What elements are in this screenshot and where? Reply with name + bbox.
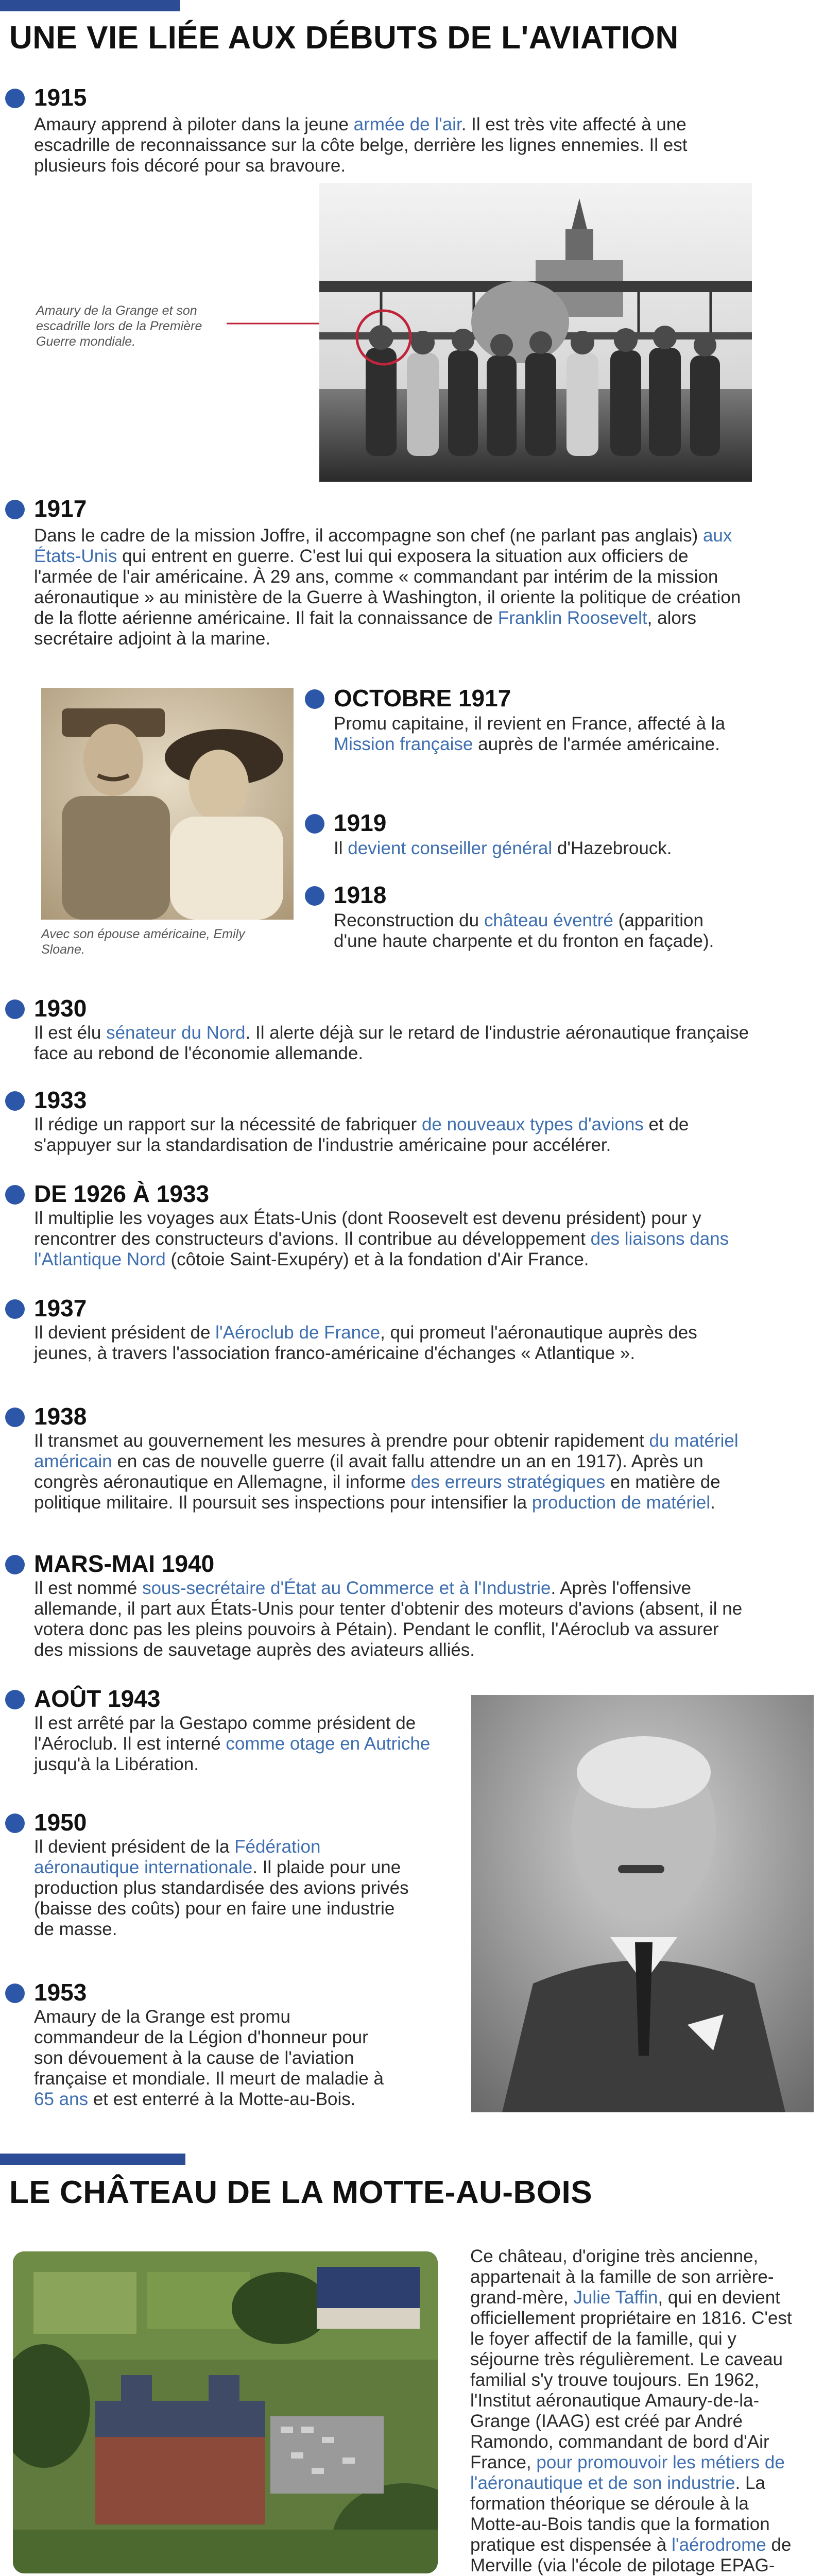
event-text: Il devient conseiller général d'Hazebrouck. — [334, 838, 672, 858]
photo-caption: Avec son épouse américaine, Emily Sloane. — [41, 927, 245, 957]
squadron-photo — [319, 183, 752, 482]
year-heading: 1933 — [34, 1087, 87, 1113]
timeline-dot — [5, 89, 25, 108]
event-text: Il devient président de la Fédération aéronautique internationale. Il plaide pour une production plus standardisée des avions privés (baisse des coûts) pour en faire une industrie de masse. — [34, 1837, 409, 1939]
year-heading: AOÛT 1943 — [34, 1685, 161, 1712]
event-text: Il devient président de l'Aéroclub de France, qui promeut l'aéronautique auprès des jeunes, à travers l'association franco-américaine d'échanges « Atlantique ». — [34, 1323, 697, 1363]
text-link[interactable]: des liaisons dans l'Atlantique Nord — [34, 1229, 729, 1269]
year-heading: DE 1926 À 1933 — [34, 1180, 210, 1207]
year-heading: 1917 — [34, 495, 87, 522]
event-text: Il multiplie les voyages aux États-Unis (dont Roosevelt est devenu président) pour y rencontrer des constructeurs d'avions. Il contribue au développement des liaisons dans l'Atlantique Nord (côtoie Saint-Exupéry) et à la fondation d'Air France. — [34, 1208, 729, 1269]
timeline-dot — [305, 886, 324, 906]
year-heading: MARS-MAI 1940 — [34, 1550, 215, 1577]
text-link[interactable]: armée de l'air — [353, 114, 461, 134]
timeline-dot — [305, 814, 324, 834]
wife-photo — [41, 688, 294, 920]
timeline-dot — [5, 1408, 25, 1427]
photo-caption: Amaury de la Grange et son escadrille lors de la Première Guerre mondiale. — [36, 303, 202, 349]
castle-text: Ce château, d'origine très ancienne, appartenait à la famille de son arrière-grand-mère, Julie Taffin, qui en devient officiellement propriétaire en 1816. C'est le foyer affectif de la famille, qui y séjourne très régulièrement. Le caveau familial s'y trouve toujours. En 1962, l'Institut aéronautique Amaury-de-la-Grange (IAAG) est créé par André Ramondo, commandant de bord d'Air France, pour promouvoir les métiers de l'aéronautique et de son industrie. La formation théorique se déroule à la Motte-au-Bois tandis que la formation pratique est dispensée à l'aérodrome de Merville (via l'école de pilotage EPAG- — [470, 2246, 792, 2575]
year-heading: OCTOBRE 1917 — [334, 685, 511, 711]
timeline-dot — [5, 999, 25, 1019]
text-link[interactable]: l'aérodrome — [672, 2535, 766, 2555]
year-heading: 1915 — [34, 84, 87, 111]
text-link[interactable]: pour promouvoir les métiers de l'aéronautique et de son industrie — [470, 2452, 785, 2493]
timeline-dot — [5, 1185, 25, 1205]
year-heading: 1919 — [334, 809, 387, 836]
timeline-dot — [5, 1814, 25, 1833]
timeline-dot — [5, 1984, 25, 2003]
year-heading: 1918 — [334, 882, 387, 908]
text-link[interactable]: sous-secrétaire d'État au Commerce et à l'Industrie — [142, 1578, 551, 1598]
event-text: Il est élu sénateur du Nord. Il alerte déjà sur le retard de l'industrie aéronautique française face au rebond de l'économie allemande. — [34, 1023, 749, 1063]
text-link[interactable]: Fédération aéronautique internationale — [34, 1837, 321, 1877]
timeline-dot — [5, 1690, 25, 1709]
section-accent-bar — [0, 0, 180, 11]
text-link[interactable]: du matériel américain — [34, 1431, 739, 1471]
year-heading: 1953 — [34, 1979, 87, 2006]
event-text: Il est nommé sous-secrétaire d'État au Commerce et à l'Industrie. Après l'offensive allemande, il part aux États-Unis pour tenter d'obtenir des moteurs d'avions (absent, il ne votera donc pas les pleins pouvoirs à Pétain). Pendant le conflit, l'Aéroclub va assurer des missions de sauvetage auprès des aviateurs alliés. — [34, 1578, 743, 1660]
section-accent-bar — [0, 2154, 185, 2165]
text-link[interactable]: aux États-Unis — [34, 526, 732, 566]
text-link[interactable]: comme otage en Autriche — [226, 1734, 431, 1754]
text-link[interactable]: château éventré — [484, 910, 613, 930]
text-link[interactable]: Franklin Roosevelt — [497, 608, 647, 628]
section-title: LE CHÂTEAU DE LA MOTTE-AU-BOIS — [9, 2175, 593, 2210]
event-text: Il rédige un rapport sur la nécessité de fabriquer de nouveaux types d'avions et de s'appuyer sur la standardisation de l'industrie américaine pour accélérer. — [34, 1114, 689, 1155]
portrait-photo — [471, 1695, 814, 2112]
event-text: Promu capitaine, il revient en France, affecté à la Mission française auprès de l'armée américaine. — [334, 714, 726, 754]
year-heading: 1950 — [34, 1809, 87, 1836]
text-link[interactable]: Mission française — [334, 734, 473, 754]
text-link[interactable]: production de matériel — [531, 1493, 711, 1513]
event-text: Dans le cadre de la mission Joffre, il accompagne son chef (ne parlant pas anglais) aux États-Unis qui entrent en guerre. C'est lui qui exposera la situation aux officiers de l'armée de l'air américaine. À 29 ans, comme « commandant par intérim de la mission aéronautique » au ministère de la Guerre à Washington, il oriente la politique de création de la flotte aérienne américaine. Il fait la connaissance de Franklin Roosevelt, alors secrétaire adjoint à la marine. — [34, 526, 741, 649]
timeline-dot — [5, 1091, 25, 1111]
event-text: Il est arrêté par la Gestapo comme président de l'Aéroclub. Il est interné comme otage en Autriche jusqu'à la Libération. — [34, 1713, 431, 1774]
event-text: Amaury de la Grange est promu commandeur de la Légion d'honneur pour son dévouement à la cause de l'aviation française et mondiale. Il meurt de maladie à 65 ans et est enterré à la Motte-au-Bois. — [34, 2007, 384, 2109]
timeline-dot — [305, 689, 324, 709]
year-heading: 1938 — [34, 1403, 87, 1430]
year-heading: 1937 — [34, 1295, 87, 1321]
timeline-dot — [5, 1299, 25, 1319]
timeline-dot — [5, 500, 25, 519]
event-text: Amaury apprend à piloter dans la jeune armée de l'air. Il est très vite affecté à une escadrille de reconnaissance sur la côte belge, derrière les lignes ennemies. Il est plusieurs fois décoré pour sa bravoure. — [34, 114, 688, 176]
text-link[interactable]: de nouveaux types d'avions — [421, 1114, 644, 1134]
year-heading: 1930 — [34, 995, 87, 1022]
castle-aerial-photo — [13, 2251, 438, 2573]
event-text: Il transmet au gouvernement les mesures à prendre pour obtenir rapidement du matériel américain en cas de nouvelle guerre (il avait fallu attendre un an en 1917). Après un congrès aéronautique en Allemagne, il informe des erreurs stratégiques en matière de politique militaire. Il poursuit ses inspections pour intensifier la production de matériel. — [34, 1431, 739, 1513]
text-link[interactable]: sénateur du Nord — [106, 1023, 246, 1043]
text-link[interactable]: des erreurs stratégiques — [410, 1472, 605, 1492]
timeline-dot — [5, 1555, 25, 1574]
text-link[interactable]: 65 ans — [34, 2089, 89, 2109]
text-link[interactable]: l'Aéroclub de France — [215, 1323, 381, 1343]
text-link[interactable]: Julie Taffin — [573, 2287, 658, 2308]
event-text: Reconstruction du château éventré (apparition d'une haute charpente et du fronton en façade). — [334, 910, 714, 951]
section-title: UNE VIE LIÉE AUX DÉBUTS DE L'AVIATION — [9, 20, 679, 56]
text-link[interactable]: devient conseiller général — [348, 838, 553, 858]
